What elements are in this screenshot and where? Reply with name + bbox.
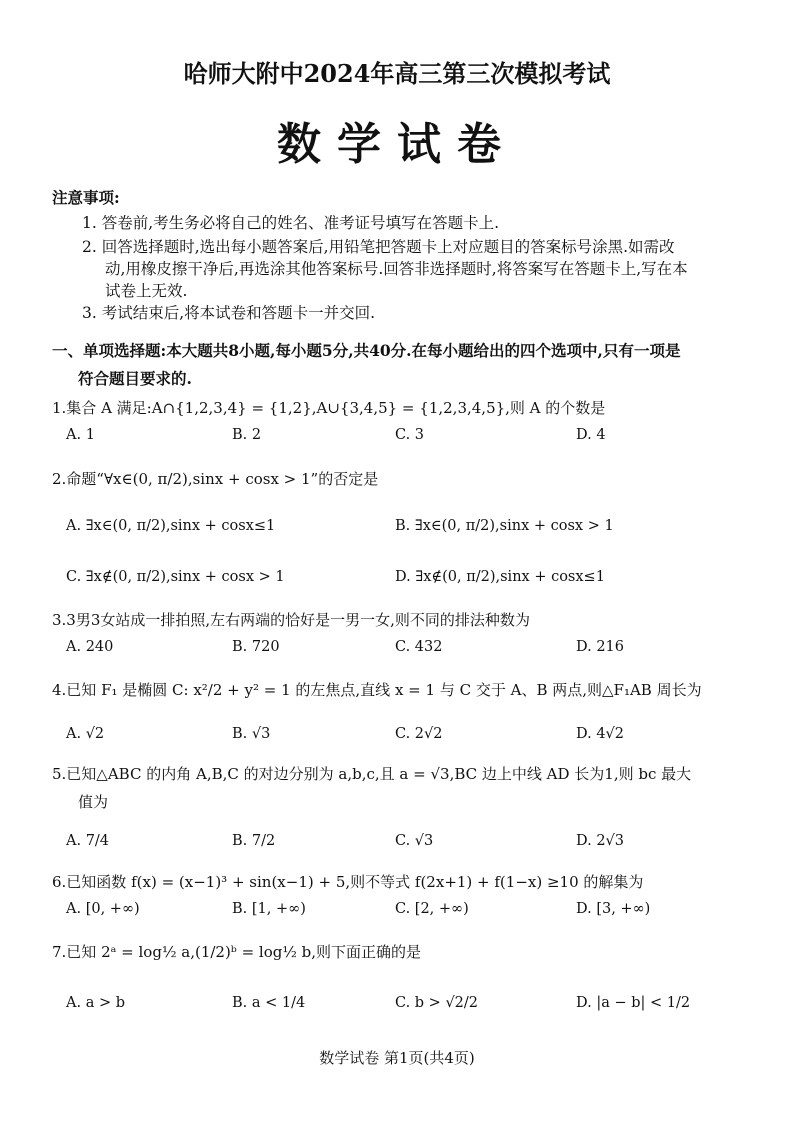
q4-option-a: A. √2 [66,726,105,742]
notice-item: 3. 考试结束后,将本试卷和答题卡一并交回. [82,304,376,322]
q3-option-b: B. 720 [232,639,280,655]
subject-title: 数学试卷 [277,119,517,170]
q4-option-c: C. 2√2 [395,726,443,742]
q2-option-c: C. ∃x∉(0, π/2),sinx + cosx > 1 [66,569,285,585]
notice-item: 动,用橡皮擦干净后,再选涂其他答案标号.回答非选择题时,将答案写在答题卡上,写在本 [105,260,688,278]
notice-heading: 注意事项: [52,188,120,207]
q3-option-a: A. 240 [66,639,114,655]
q2-option-b: B. ∃x∈(0, π/2),sinx + cosx > 1 [395,518,614,534]
question-1-stem: 1.集合 A 满足:A∩{1,2,3,4} = {1,2},A∪{3,4,5} = {1,2,3,4,5},则 A 的个数是 [52,399,606,417]
q6-option-b: B. [1, +∞) [232,901,306,917]
page-footer: 数学试卷 第1页(共4页) [319,1049,475,1067]
q6-option-a: A. [0, +∞) [66,901,140,917]
exam-title: 哈师大附中2024年高三第三次模拟考试 [183,59,611,88]
q7-option-d: D. |a − b| < 1/2 [576,995,691,1011]
question-2-stem: 2.命题“∀x∈(0, π/2),sinx + cosx > 1”的否定是 [52,470,379,488]
question-5-stem: 5.已知△ABC 的内角 A,B,C 的对边分别为 a,b,c,且 a = √3,BC 边上中线 AD 长为1,则 bc 最大 [52,765,692,783]
q6-option-c: C. [2, +∞) [395,901,469,917]
q5-option-a: A. 7/4 [66,833,110,849]
section-heading: 一、单项选择题:本大题共8小题,每小题5分,共40分.在每小题给出的四个选项中,只有一项是 [52,341,681,360]
q1-option-a: A. 1 [66,427,95,443]
section-heading-cont: 符合题目要求的. [78,369,192,388]
q5-option-c: C. √3 [395,833,434,849]
q5-option-b: B. 7/2 [232,833,276,849]
notice-item: 试卷上无效. [105,282,188,300]
q4-option-b: B. √3 [232,726,271,742]
question-5-stem-cont: 值为 [78,793,109,811]
q4-option-d: D. 4√2 [576,726,625,742]
question-3-stem: 3.3男3女站成一排拍照,左右两端的恰好是一男一女,则不同的排法种数为 [52,611,530,629]
question-6-stem: 6.已知函数 f(x) = (x−1)³ + sin(x−1) + 5,则不等式 f(2x+1) + f(1−x) ≥10 的解集为 [52,873,644,891]
q7-option-b: B. a < 1/4 [232,995,306,1011]
question-7-stem: 7.已知 2ᵃ = log½ a,(1/2)ᵇ = log½ b,则下面正确的是 [52,943,422,961]
q7-option-a: A. a > b [66,995,125,1011]
q2-option-a: A. ∃x∈(0, π/2),sinx + cosx≤1 [66,518,276,534]
q7-option-c: C. b > √2/2 [395,995,479,1011]
q1-option-d: D. 4 [576,427,606,443]
q3-option-d: D. 216 [576,639,625,655]
question-4-stem: 4.已知 F₁ 是椭圆 C: x²/2 + y² = 1 的左焦点,直线 x = 1 与 C 交于 A、B 两点,则△F₁AB 周长为 [52,681,702,699]
notice-item: 1. 答卷前,考生务必将自己的姓名、准考证号填写在答题卡上. [82,214,500,232]
q2-option-d: D. ∃x∉(0, π/2),sinx + cosx≤1 [395,569,605,585]
q3-option-c: C. 432 [395,639,443,655]
notice-item: 2. 回答选择题时,选出每小题答案后,用铅笔把答题卡上对应题目的答案标号涂黑.如需改 [82,238,675,256]
q5-option-d: D. 2√3 [576,833,625,849]
q6-option-d: D. [3, +∞) [576,901,651,917]
q1-option-c: C. 3 [395,427,425,443]
q1-option-b: B. 2 [232,427,262,443]
